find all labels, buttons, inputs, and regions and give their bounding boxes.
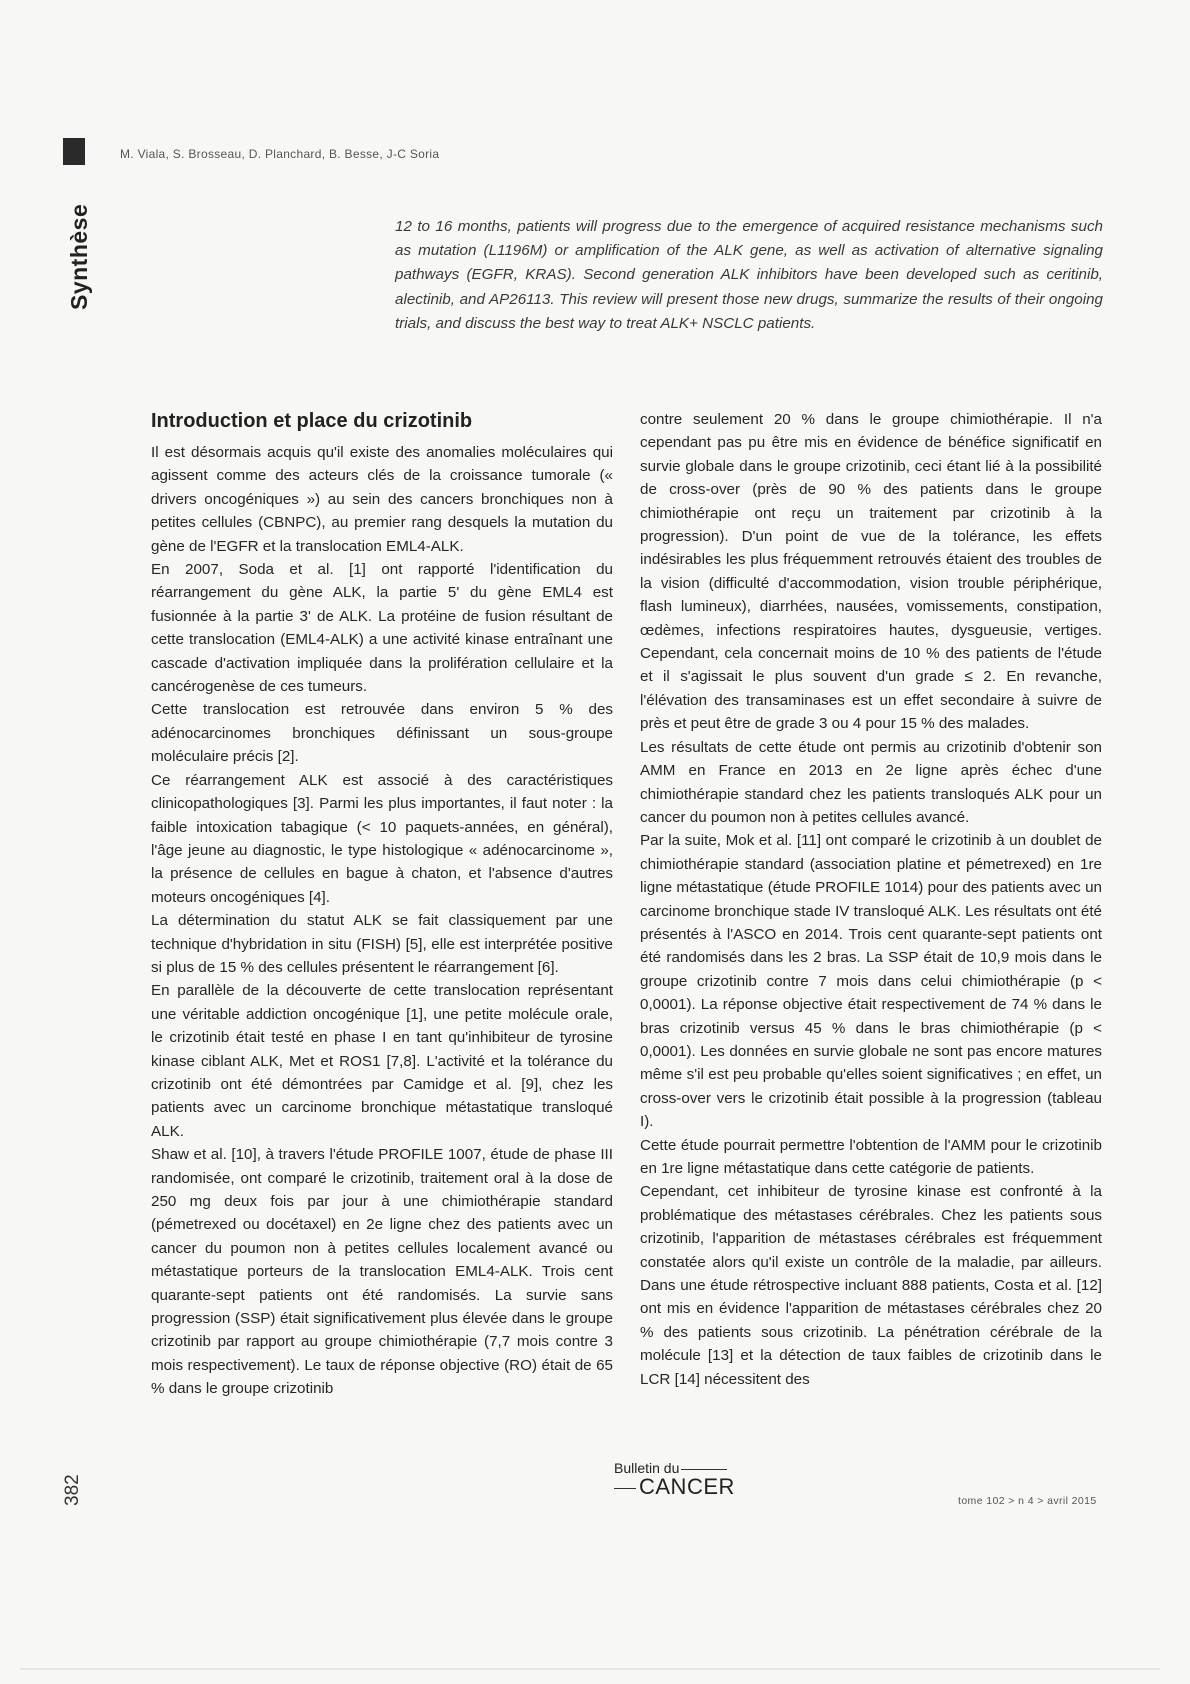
- section-marker: [63, 138, 85, 165]
- section-title: Introduction et place du crizotinib: [151, 410, 473, 432]
- paragraph: Shaw et al. [10], à travers l'étude PROFILE 1007, étude de phase III randomisée, ont comparé le crizotinib, traitement oral à la dose de 250 mg deux fois par jour à une chimiothérapie standard (pémetrexed ou docétaxel) en 2e ligne chez des patients avec un cancer du poumon non à petites cellules localement avancé ou métastatique porteurs de la translocation EML4-ALK. Trois cent quarante-sept patients ont été randomisés. La survie sans progression (SSP) était significativement plus élevée dans le groupe crizotinib par rapport au groupe chimiothérapie (7,7 mois contre 3 mois respectivement). Le taux de réponse objective (RO) était de 65 % dans le groupe crizotinib: [151, 1146, 613, 1398]
- section-label: Synthèse: [66, 203, 92, 310]
- paragraph: Cette étude pourrait permettre l'obtention de l'AMM pour le crizotinib en 1re ligne métastatique dans cette catégorie de patients.: [640, 1136, 1102, 1177]
- paragraph: En parallèle de la découverte de cette translocation représentant une véritable addiction oncogénique [1], une petite molécule orale, le crizotinib était testé en phase I en tant qu'inhibiteur de tyrosine kinase ciblant ALK, Met et ROS1 [7,8]. L'activité et la tolérance du crizotinib ont été démontrées par Camidge et al. [9], chez les patients avec un carcinome bronchique métastatique transloqué ALK.: [151, 982, 613, 1140]
- issue-info: tome 102 > n 4 > avril 2015: [958, 1495, 1097, 1507]
- page-number: 382: [62, 1474, 83, 1506]
- paragraph: En 2007, Soda et al. [1] ont rapporté l'identification du réarrangement du gène ALK, la partie 5' du gène EML4 est fusionnée à la partie 3' de ALK. La protéine de fusion résultant de cette translocation (EML4-ALK) a une activité kinase entraînant une cascade d'activation impliquée dans la prolifération cellulaire et la cancérogenèse de ces tumeurs.: [151, 561, 613, 696]
- authors: M. Viala, S. Brosseau, D. Planchard, B. Besse, J-C Soria: [120, 147, 440, 161]
- journal-logo: [614, 1461, 754, 1498]
- paragraph: Par la suite, Mok et al. [11] ont comparé le crizotinib à un doublet de chimiothérapie standard (association platine et pémetrexed) en 1re ligne métastatique (étude PROFILE 1014) pour des patients avec un carcinome bronchique stade IV transloqué ALK. Les résultats ont été présentés à l'ASCO en 2014. Trois cent quarante-sept patients ont été randomisés dans les 2 bras. La SSP était de 10,9 mois dans le groupe crizotinib contre 7 mois dans celui chimiothérapie (p < 0,0001). La réponse objective était respectivement de 74 % dans le bras crizotinib versus 45 % dans le bras chimiothérapie (p < 0,0001). Les données en survie globale ne sont pas encore matures même s'il est peu probable qu'elles soient significatives ; en effet, un cross-over vers le crizotinib était possible à la progression (tableau I).: [640, 832, 1102, 1131]
- footer-divider: [20, 1668, 1160, 1670]
- paragraph: Les résultats de cette étude ont permis au crizotinib d'obtenir son AMM en France en 2013 en 2e ligne après échec d'une chimiothérapie standard chez les patients transloqués ALK pour un cancer du poumon non à petites cellules avancé.: [640, 738, 1102, 826]
- left-column: [151, 441, 613, 1401]
- paragraph: Il est désormais acquis qu'il existe des anomalies moléculaires qui agissent comme des acteurs clés de la croissance tumorale (« drivers oncogéniques ») au sein des cancers bronchiques non à petites cellules (CBNPC), au premier rang desquels la mutation du gène de l'EGFR et la translocation EML4-ALK.: [151, 444, 613, 555]
- paragraph: Ce réarrangement ALK est associé à des caractéristiques clinicopathologiques [3]. Parmi les plus importantes, il faut noter : la faible intoxication tabagique (< 10 paquets-années, en général), l'âge jeune au diagnostic, le type histologique « adénocarcinome », la présence de cellules en bague à chaton, et l'absence d'autres moteurs oncogéniques [4].: [151, 771, 613, 906]
- journal-name-line1: Bulletin du: [614, 1460, 680, 1476]
- journal-name-line2: CANCER: [639, 1474, 735, 1499]
- abstract-text: 12 to 16 months, patients will progress due to the emergence of acquired resistance mechanisms such as mutation (L1196M) or amplification of the ALK gene, as well as activation of alternative signaling pathways (EGFR, KRAS). Second generation ALK inhibitors have been developed such as ceritinib, alectinib, and AP26113. This review will present those new drugs, summarize the results of their ongoing trials, and discuss the best way to treat ALK+ NSCLC patients.: [395, 218, 1103, 332]
- paragraph: Cependant, cet inhibiteur de tyrosine kinase est confronté à la problématique des métastases cérébrales. Chez les patients sous crizotinib, l'apparition de métastases cérébrales est fréquemment constatée alors qu'il existe un contrôle de la maladie, par ailleurs. Dans une étude rétrospective incluant 888 patients, Costa et al. [12] ont mis en évidence l'apparition de métastases cérébrales chez 20 % des patients sous crizotinib. La pénétration cérébrale de la molécule [13] et la détection de taux faibles de crizotinib dans le LCR [14] nécessitent des: [640, 1183, 1102, 1388]
- paragraph: Cette translocation est retrouvée dans environ 5 % des adénocarcinomes bronchiques définissant un sous-groupe moléculaire précis [2].: [151, 701, 613, 766]
- paragraph: La détermination du statut ALK se fait classiquement par une technique d'hybridation in situ (FISH) [5], elle est interprétée positive si plus de 15 % des cellules présentent le réarrangement [6].: [151, 912, 613, 976]
- right-column: [640, 408, 1102, 1391]
- paragraph: contre seulement 20 % dans le groupe chimiothérapie. Il n'a cependant pas pu être mis en évidence de bénéfice significatif en survie globale dans le groupe crizotinib, ceci étant lié à la possibilité de cross-over (près de 90 % des patients dans le groupe chimiothérapie ont reçu un traitement par crizotinib à la progression). D'un point de vue de la tolérance, les effets indésirables les plus fréquemment retrouvés étaient des troubles de la vision (difficulté d'accommodation, vision trouble périphérique, flash lumineux), diarrhées, nausées, vomissements, constipation, œdèmes, infections respiratoires hautes, dysgueusie, vertiges. Cependant, cela concernait moins de 10 % des patients de l'étude et il s'agissait le plus souvent d'un grade ≤ 2. En revanche, l'élévation des transaminases est un effet secondaire à suivre de près et peut être de grade 3 ou 4 pour 15 % des malades.: [640, 411, 1102, 733]
